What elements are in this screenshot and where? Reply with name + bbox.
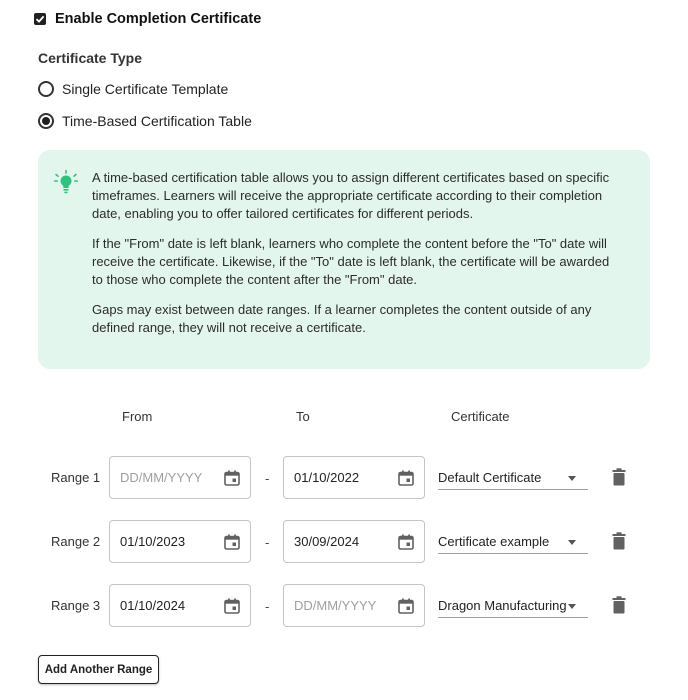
date-placeholder: DD/MM/YYYY [120, 470, 203, 485]
date-placeholder: DD/MM/YYYY [294, 598, 377, 613]
range-separator: - [265, 471, 270, 486]
enable-certificate-label: Enable Completion Certificate [55, 11, 262, 27]
check-icon [35, 14, 45, 24]
column-header-from: From [122, 409, 153, 424]
range-1-to-input[interactable] [283, 456, 425, 499]
info-paragraph: A time-based certification table allows you to assign different certificates based on specific timeframes. Learners will receive the appropriate certificate according to their completion date, enabling you to offer tailored certificates for different periods. [92, 170, 610, 221]
calendar-icon[interactable] [223, 533, 241, 551]
chevron-down-icon [568, 540, 576, 545]
range-label: Range 2 [51, 534, 101, 549]
delete-range-1-icon[interactable] [612, 468, 626, 486]
certificate-value: Certificate example [438, 534, 550, 549]
info-paragraph: If the "From" date is left blank, learners who complete the content before the "To" date will receive the certificate. Likewise, if the "To" date is left blank, the certificate will be awarded to those who complete the content after the "From" date. [92, 236, 610, 287]
range-label: Range 1 [51, 470, 101, 485]
enable-certificate-row[interactable] [34, 11, 261, 27]
date-value: 30/09/2024 [294, 534, 360, 549]
delete-range-3-icon[interactable] [612, 596, 626, 614]
calendar-icon[interactable] [397, 469, 415, 487]
certificate-value: Dragon Manufacturing [438, 598, 567, 613]
calendar-icon[interactable] [397, 597, 415, 615]
radio-button[interactable] [38, 113, 54, 129]
date-value: 01/10/2023 [120, 534, 186, 549]
info-text [92, 169, 622, 349]
enable-certificate-checkbox[interactable] [34, 13, 46, 25]
range-1-from-input[interactable] [109, 456, 251, 499]
calendar-icon[interactable] [223, 469, 241, 487]
range-2-from-input[interactable] [109, 520, 251, 563]
add-another-range-button[interactable]: Add Another Range [38, 655, 159, 684]
certificate-type-heading: Certificate Type [38, 50, 142, 66]
range-3-certificate-select[interactable] [438, 596, 588, 618]
range-separator: - [265, 599, 270, 614]
date-value: 01/10/2024 [120, 598, 186, 613]
radio-button[interactable] [38, 81, 54, 97]
range-separator: - [265, 535, 270, 550]
range-label: Range 3 [51, 598, 101, 613]
radio-time-based-label: Time-Based Certification Table [62, 113, 252, 129]
range-2-certificate-select[interactable] [438, 532, 588, 554]
calendar-icon[interactable] [223, 597, 241, 615]
delete-range-2-icon[interactable] [612, 532, 626, 550]
chevron-down-icon [568, 476, 576, 481]
range-3-from-input[interactable] [109, 584, 251, 627]
column-header-to: To [296, 409, 310, 424]
info-paragraph: Gaps may exist between date ranges. If a learner completes the content outside of any defined range, they will not receive a certificate. [92, 302, 592, 335]
certificate-value: Default Certificate [438, 470, 542, 485]
range-2-to-input[interactable] [283, 520, 425, 563]
range-3-to-input[interactable] [283, 584, 425, 627]
range-1-certificate-select[interactable] [438, 468, 588, 490]
column-header-certificate: Certificate [451, 409, 510, 424]
chevron-down-icon [568, 604, 576, 609]
lightbulb-icon [54, 170, 78, 196]
radio-single-template-label: Single Certificate Template [62, 81, 229, 97]
calendar-icon[interactable] [397, 533, 415, 551]
date-value: 01/10/2022 [294, 470, 360, 485]
radio-time-based-table[interactable] [38, 113, 252, 129]
radio-single-template[interactable] [38, 81, 228, 97]
